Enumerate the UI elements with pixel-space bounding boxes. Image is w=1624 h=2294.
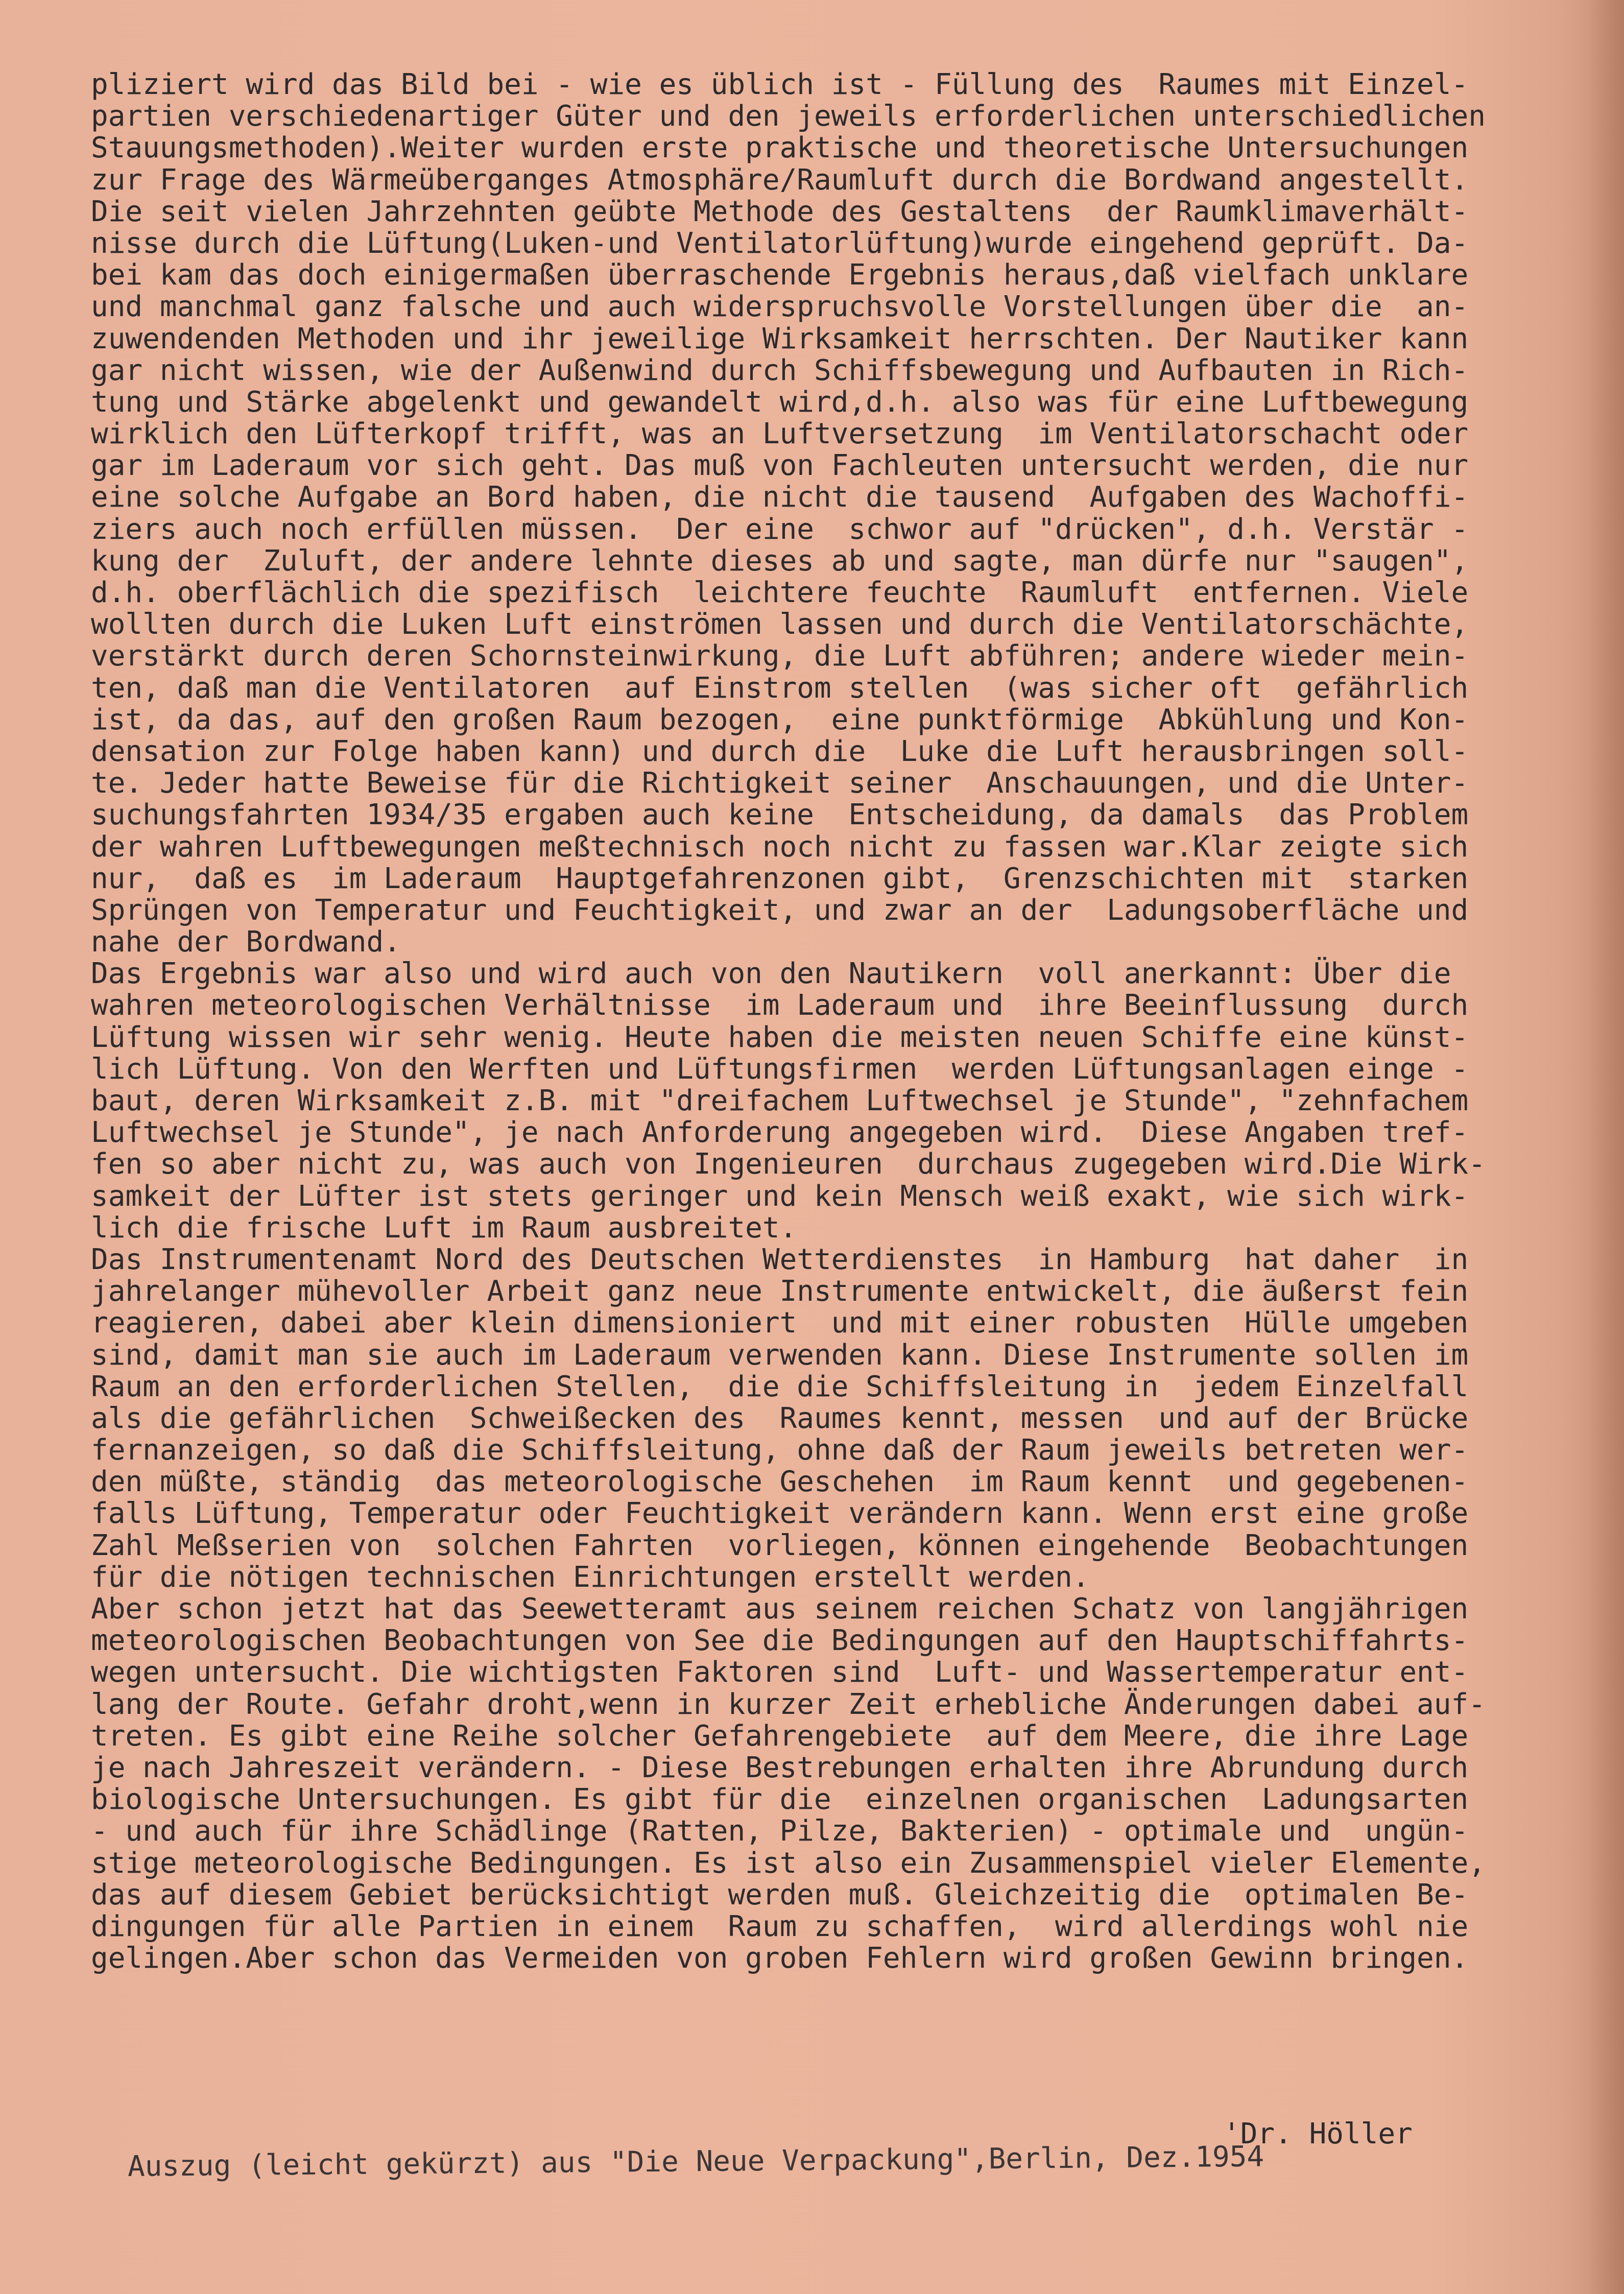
typescript-body <box>91 69 1562 1974</box>
text-line: eine solche Aufgabe an Bord haben, die nicht die tausend Aufgaben des Wachoffi- <box>91 481 1469 514</box>
author-signature: 'Dr. Höller <box>1223 2117 1413 2150</box>
text-line: Die seit vielen Jahrzehnten geübte Methode des Gestaltens der Raumklimaverhält- <box>91 195 1469 228</box>
text-line: den müßte, ständig das meteorologische Geschehen im Raum kennt und gegebenen- <box>91 1465 1469 1499</box>
text-line: fernanzeigen, so daß die Schiffsleitung, ohne daß der Raum jeweils betreten wer- <box>91 1433 1469 1467</box>
text-line: jahrelanger mühevoller Arbeit ganz neue Instrumente entwickelt, die äußerst fein <box>91 1275 1469 1308</box>
text-line: Raum an den erforderlichen Stellen, die die Schiffsleitung in jedem Einzelfall <box>91 1370 1469 1403</box>
text-line: gar im Laderaum vor sich geht. Das muß von Fachleuten untersucht werden, die nur <box>91 449 1469 483</box>
text-line: falls Lüftung, Temperatur oder Feuchtigkeit verändern kann. Wenn erst eine große <box>91 1497 1469 1531</box>
text-line: ziers auch noch erfüllen müssen. Der eine schwor auf "drücken", d.h. Verstär - <box>91 512 1469 546</box>
text-line: nur, daß es im Laderaum Hauptgefahrenzonen gibt, Grenzschichten mit starken <box>91 862 1469 895</box>
text-line: wirklich den Lüfterkopf trifft, was an Luftversetzung im Ventilatorschacht oder <box>91 417 1469 451</box>
text-line: bei kam das doch einigermaßen überraschende Ergebnis heraus,daß vielfach unklare <box>91 258 1469 292</box>
text-line: je nach Jahreszeit verändern. - Diese Bestrebungen erhalten ihre Abrundung durch <box>91 1751 1469 1784</box>
text-line: verstärkt durch deren Schornsteinwirkung, die Luft abführen; andere wieder mein- <box>91 639 1469 673</box>
text-line: wollten durch die Luken Luft einströmen lassen und durch die Ventilatorschächte, <box>91 608 1469 641</box>
text-line: tung und Stärke abgelenkt und gewandelt wird,d.h. also was für eine Luftbewegung <box>91 385 1469 419</box>
text-line: biologische Untersuchungen. Es gibt für die einzelnen organischen Ladungsarten <box>91 1783 1469 1817</box>
text-line: - und auch für ihre Schädlinge (Ratten, Pilze, Bakterien) - optimale und ungün- <box>91 1814 1469 1848</box>
text-line: der wahren Luftbewegungen meßtechnisch noch nicht zu fassen war.Klar zeigte sich <box>91 830 1469 864</box>
text-line: das auf diesem Gebiet berücksichtigt werden muß. Gleichzeitig die optimalen Be- <box>91 1878 1469 1911</box>
text-line: Das Ergebnis war also und wird auch von den Nautikern voll anerkannt: Über die <box>91 957 1451 991</box>
text-line: reagieren, dabei aber klein dimensioniert und mit einer robusten Hülle umgeben <box>91 1306 1469 1340</box>
text-line: für die nötigen technischen Einrichtungen erstellt werden. <box>91 1560 1090 1594</box>
text-line: pliziert wird das Bild bei - wie es üblich ist - Füllung des Raumes mit Einzel- <box>91 68 1469 101</box>
text-line: suchungsfahrten 1934/35 ergaben auch keine Entscheidung, da damals das Problem <box>91 798 1469 832</box>
text-line: densation zur Folge haben kann) und durch die Luke die Luft herausbringen soll- <box>91 734 1469 768</box>
text-line: ist, da das, auf den großen Raum bezogen, eine punktförmige Abkühlung und Kon- <box>91 703 1469 736</box>
text-line: fen so aber nicht zu, was auch von Ingenieuren durchaus zugegeben wird.Die Wirk- <box>91 1148 1486 1181</box>
text-line: samkeit der Lüfter ist stets geringer und kein Mensch weiß exakt, wie sich wirk- <box>91 1179 1469 1213</box>
text-line: te. Jeder hatte Beweise für die Richtigkeit seiner Anschauungen, und die Unter- <box>91 767 1469 800</box>
text-line: Das Instrumentenamt Nord des Deutschen Wetterdienstes in Hamburg hat daher in <box>91 1242 1469 1276</box>
text-line: sind, damit man sie auch im Laderaum verwenden kann. Diese Instrumente sollen im <box>91 1338 1469 1372</box>
text-line: lich die frische Luft im Raum ausbreitet. <box>91 1211 797 1245</box>
text-line: dingungen für alle Partien in einem Raum zu schaffen, wird allerdings wohl nie <box>91 1909 1469 1943</box>
text-line: gelingen.Aber schon das Vermeiden von groben Fehlern wird großen Gewinn bringen. <box>91 1942 1469 1975</box>
text-line: Zahl Meßserien von solchen Fahrten vorliegen, können eingehende Beobachtungen <box>91 1528 1469 1562</box>
text-line: wahren meteorologischen Verhältnisse im Laderaum und ihre Beeinflussung durch <box>91 989 1469 1022</box>
text-line: lang der Route. Gefahr droht,wenn in kurzer Zeit erhebliche Änderungen dabei auf- <box>91 1687 1486 1721</box>
text-line: treten. Es gibt eine Reihe solcher Gefahrengebiete auf dem Meere, die ihre Lage <box>91 1719 1469 1753</box>
text-line: nisse durch die Lüftung(Luken-und Ventilatorlüftung)wurde eingehend geprüft. Da- <box>91 226 1469 260</box>
text-line: baut, deren Wirksamkeit z.B. mit "dreifachem Luftwechsel je Stunde", "zehnfachem <box>91 1084 1469 1117</box>
text-line: Stauungsmethoden).Weiter wurden erste praktische und theoretische Untersuchungen <box>91 131 1469 165</box>
source-citation: Auszug (leicht gekürzt) aus "Die Neue Verpackung",Berlin, Dez.1954 <box>127 2140 1264 2183</box>
text-line: wegen untersucht. Die wichtigsten Faktoren sind Luft- und Wassertemperatur ent- <box>91 1656 1469 1689</box>
text-line: zur Frage des Wärmeüberganges Atmosphäre/Raumluft durch die Bordwand angestellt. <box>91 163 1469 197</box>
text-line: ten, daß man die Ventilatoren auf Einstrom stellen (was sicher oft gefährlich <box>91 671 1469 705</box>
text-line: Sprüngen von Temperatur und Feuchtigkeit, und zwar an der Ladungsoberfläche und <box>91 893 1469 927</box>
text-line: meteorologischen Beobachtungen von See die Bedingungen auf den Hauptschiffahrts- <box>91 1624 1469 1658</box>
text-line: d.h. oberflächlich die spezifisch leichtere feuchte Raumluft entfernen. Viele <box>91 576 1469 609</box>
text-line: partien verschiedenartiger Güter und den jeweils erforderlichen unterschiedlichen <box>91 100 1486 133</box>
text-line: lich Lüftung. Von den Werften und Lüftungsfirmen werden Lüftungsanlagen einge - <box>91 1052 1469 1086</box>
text-line: gar nicht wissen, wie der Außenwind durch Schiffsbewegung und Aufbauten in Rich- <box>91 353 1469 387</box>
text-line: kung der Zuluft, der andere lehnte dieses ab und sagte, man dürfe nur "saugen", <box>91 544 1469 578</box>
text-line: zuwendenden Methoden und ihr jeweilige Wirksamkeit herrschten. Der Nautiker kann <box>91 322 1469 355</box>
page-edge-shadow <box>1588 0 1624 2294</box>
text-line: stige meteorologische Bedingungen. Es ist also ein Zusammenspiel vieler Elemente, <box>91 1846 1486 1880</box>
text-line: Aber schon jetzt hat das Seewetteramt aus seinem reichen Schatz von langjährigen <box>91 1592 1469 1626</box>
text-line: Luftwechsel je Stunde", je nach Anforderung angegeben wird. Diese Angaben tref- <box>91 1116 1469 1150</box>
text-line: und manchmal ganz falsche und auch widerspruchsvolle Vorstellungen über die an- <box>91 290 1469 324</box>
text-line: als die gefährlichen Schweißecken des Raumes kennt, messen und auf der Brücke <box>91 1401 1469 1435</box>
text-line: nahe der Bordwand. <box>91 925 401 959</box>
text-line: Lüftung wissen wir sehr wenig. Heute haben die meisten neuen Schiffe eine künst- <box>91 1020 1469 1054</box>
